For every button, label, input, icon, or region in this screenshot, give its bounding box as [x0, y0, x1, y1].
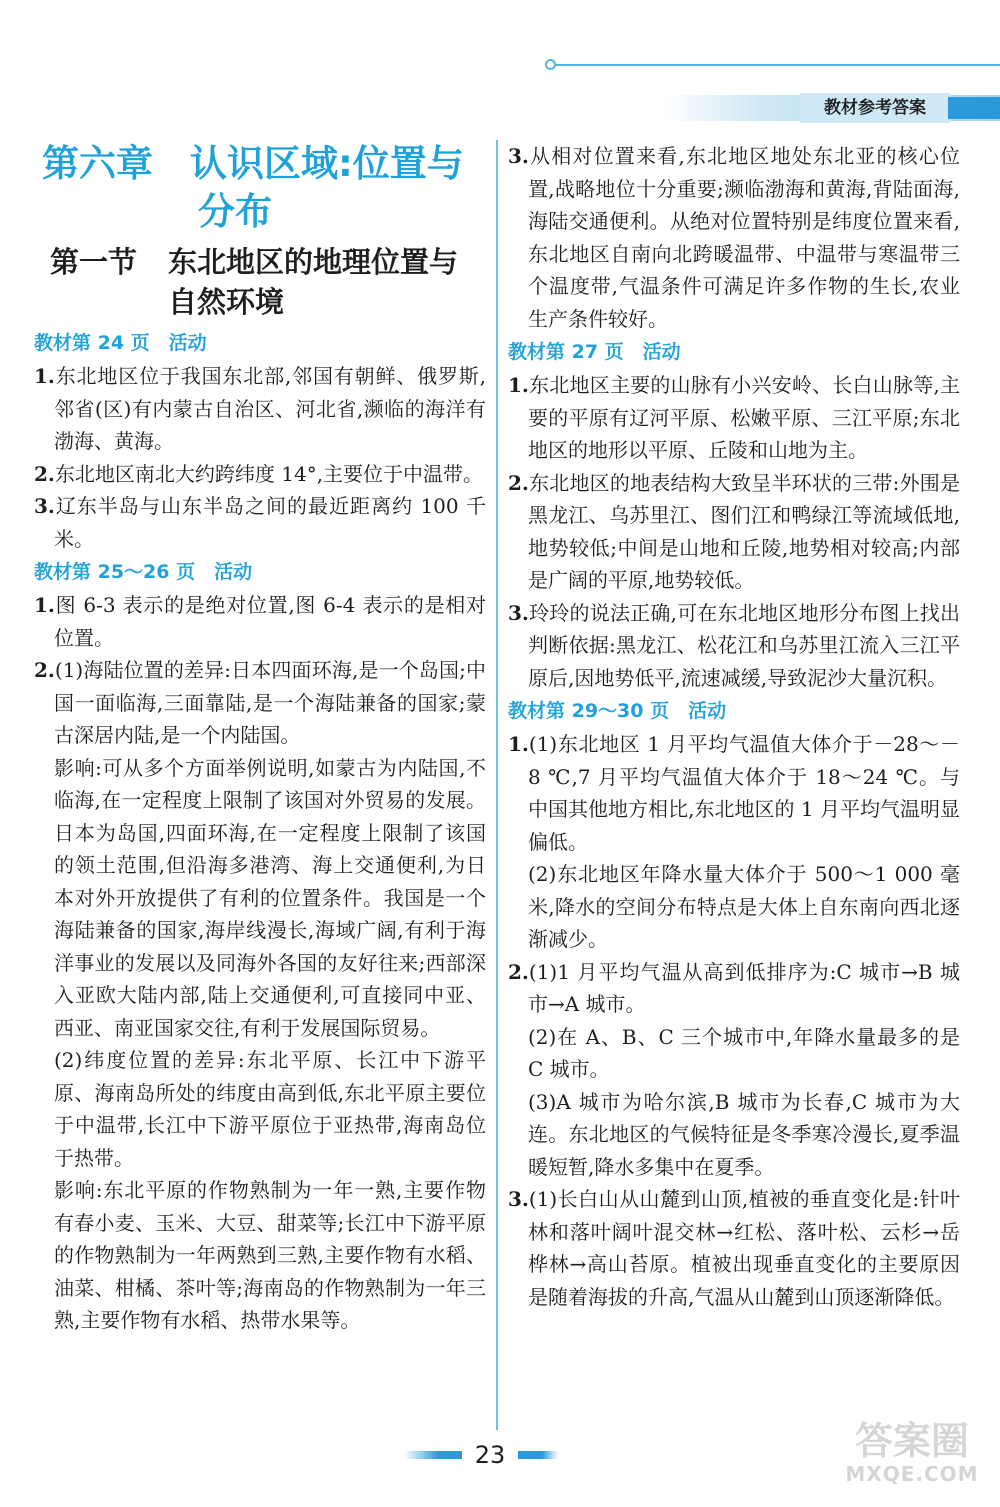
section-number: 第一节 [50, 245, 138, 279]
footer-ornament-left [404, 1451, 462, 1459]
subheading-page-25-26: 教材第 25～26 页 活动 [34, 561, 253, 583]
answer-item [508, 1183, 960, 1313]
item-text: 从相对位置来看,东北地区地处东北亚的核心位置,战略地位十分重要;濒临渤海和黄海,背陆面海,海陆交通便利。从绝对位置特别是纬度位置来看,东北地区自南向北跨暖温带、中温带与寒温带三个温度带,气温条件可满足许多作物的生长,农业生产条件较好。 [528, 144, 960, 331]
answer-paragraph: (2)纬度位置的差异:东北平原、长江中下游平原、海南岛所处的纬度由高到低,东北平原主要位于中温带,长江中下游平原位于亚热带,海南岛位于热带。 [54, 1048, 486, 1170]
chapter-title-line1: 认识区域:位置与 [190, 142, 464, 185]
section-title [50, 242, 486, 322]
item-text: 东北地区位于我国东北部,邻国有朝鲜、俄罗斯,邻省(区)有内蒙古自治区、河北省,濒临的海洋有渤海、黄海。 [54, 364, 486, 453]
item-number: 2. [508, 959, 529, 984]
section-title-line1: 东北地区的地理位置与 [168, 245, 459, 279]
header-dot-ornament [545, 59, 556, 70]
item-text: 东北地区主要的山脉有小兴安岭、长白山脉等,主要的平原有辽河平原、松嫩平原、三江平原;东北地区的地形以平原、丘陵和山地为主。 [528, 373, 960, 462]
subheading-page-27: 教材第 27 页 活动 [508, 341, 681, 363]
header-rule [548, 64, 1000, 66]
item-text: (1)东北地区 1 月平均气温值大体介于－28～－8 ℃,7 月平均气温值大体介于 18～24 ℃。与中国其他地方相比,东北地区的 1 月平均气温明显偏低。 [528, 732, 960, 854]
answer-item [34, 458, 486, 491]
item-text: 东北地区的地表结构大致呈半环状的三带:外围是黑龙江、乌苏里江、图们江和鸭绿江等流域低地,地势较低;中间是山地和丘陵,地势相对较高;内部是广阔的平原,地势较低。 [528, 470, 960, 592]
item-text: (1)1 月平均气温从高到低排序为:C 城市→B 城市→A 城市。 [528, 959, 960, 1016]
item-text: 辽东半岛与山东半岛之间的最近距离约 100 千米。 [54, 494, 486, 551]
header-tab [948, 97, 1000, 119]
header-label: 教材参考答案 [800, 93, 950, 123]
item-number: 1. [508, 373, 529, 397]
answer-item [508, 728, 960, 858]
footer-ornament-right [518, 1451, 558, 1459]
answer-item [34, 589, 486, 654]
item-number: 2. [34, 658, 55, 682]
item-number: 3. [508, 600, 529, 625]
answer-paragraph: (2)在 A、B、C 三个城市中,年降水量最多的是 C 城市。 [528, 1024, 960, 1081]
chapter-title [42, 140, 486, 236]
item-text: (1)长白山从山麓到山顶,植被的垂直变化是:针叶林和落叶阔叶混交林→红松、落叶松、云杉→岳桦林→高山苔原。植被出现垂直变化的主要原因是随着海拔的升高,气温从山麓到山顶逐渐降低。 [528, 1187, 960, 1309]
left-column [34, 140, 486, 1337]
answer-item [508, 369, 960, 467]
answer-item [34, 490, 486, 555]
answer-paragraph: 影响:东北平原的作物熟制为一年一熟,主要作物有春小麦、玉米、大豆、甜菜等;长江中下游平原的作物熟制为一年两熟到三熟,主要作物有水稻、油菜、柑橘、茶叶等;海南岛的作物熟制为一年三熟,主要作物有水稻、热带水果等。 [54, 1178, 486, 1332]
answer-paragraph: (2)东北地区年降水量大体介于 500～1 000 毫米,降水的空间分布特点是大体上自东南向西北逐渐减少。 [528, 862, 960, 951]
answer-item [508, 467, 960, 597]
answer-item [34, 654, 486, 752]
subheading-page-29-30: 教材第 29～30 页 活动 [508, 700, 727, 722]
item-text: (1)海陆位置的差异:日本四面环海,是一个岛国;中国一面临海,三面靠陆,是一个海陆兼备的国家;蒙古深居内陆,是一个内陆国。 [54, 658, 486, 747]
item-number: 1. [34, 593, 55, 617]
watermark-bottom: MXQE.COM [845, 1462, 979, 1486]
watermark-top: 答案圈 [854, 1419, 969, 1463]
item-text: 玲玲的说法正确,可在东北地区地形分布图上找出判断依据:黑龙江、松花江和乌苏里江流入三江平原后,因地势低平,流速减缓,导致泥沙大量沉积。 [528, 600, 960, 690]
item-number: 2. [508, 470, 529, 495]
item-number: 1. [34, 364, 55, 388]
answer-item [508, 140, 960, 335]
answer-item [34, 360, 486, 458]
subheading-page-24: 教材第 24 页 活动 [34, 332, 207, 354]
item-number: 2. [34, 461, 55, 486]
chapter-title-line2: 分布 [198, 190, 272, 233]
answer-paragraph: 影响:可从多个方面举例说明,如蒙古为内陆国,不临海,在一定程度上限制了该国对外贸易的发展。日本为岛国,四面环海,在一定程度上限制了该国的领土范围,但沿海多港湾、海上交通便利,为日本对外开放提供了有利的位置条件。我国是一个海陆兼备的国家,海岸线漫长,海域广阔,有利于海洋事业的发展以及同海外各国的友好往来;西部深入亚欧大陆内部,陆上交通便利,可直接同中亚、西亚、南亚国家交往,有利于发展国际贸易。 [54, 755, 486, 1040]
column-divider [496, 140, 498, 1430]
page-number: 23 [474, 1441, 506, 1469]
answer-item [508, 597, 960, 695]
chapter-number: 第六章 [42, 142, 153, 185]
item-number: 3. [508, 144, 529, 168]
answer-paragraph: (3)A 城市为哈尔滨,B 城市为长春,C 城市为大连。东北地区的气候特征是冬季寒冷漫长,夏季温暖短暂,降水多集中在夏季。 [528, 1089, 960, 1179]
section-title-line2: 自然环境 [168, 285, 285, 319]
item-number: 3. [508, 1187, 529, 1211]
item-number: 1. [508, 732, 529, 756]
item-text: 图 6-3 表示的是绝对位置,图 6-4 表示的是相对位置。 [54, 593, 486, 650]
answer-item [508, 956, 960, 1021]
watermark-logo [832, 1420, 992, 1500]
item-text: 东北地区南北大约跨纬度 14°,主要位于中温带。 [54, 461, 484, 486]
item-number: 3. [34, 494, 55, 518]
right-column [508, 140, 960, 1313]
